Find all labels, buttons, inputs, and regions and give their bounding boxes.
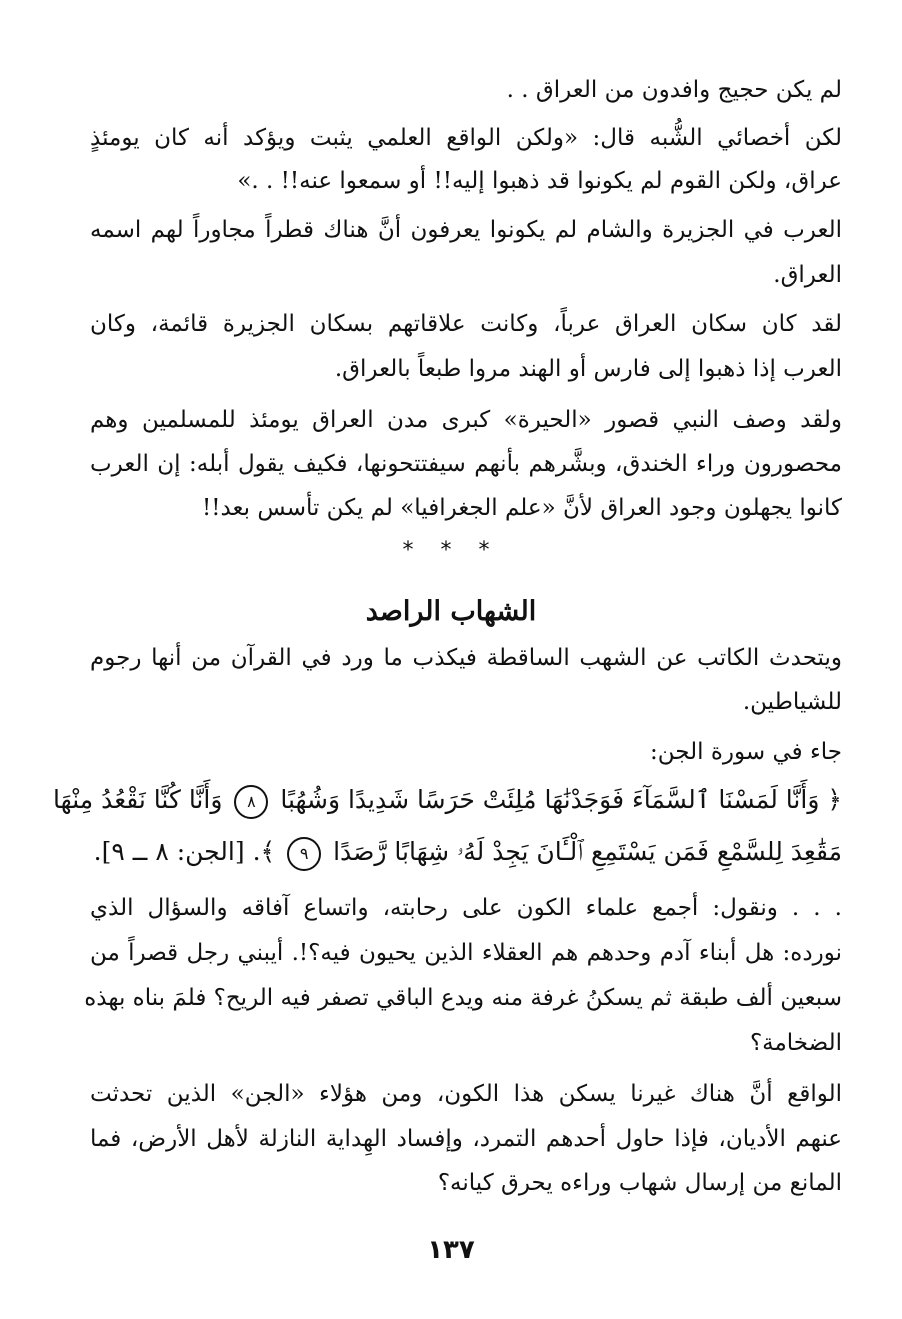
section-separator: * * * [402,538,500,563]
text-line: نورده: هل أبناء آدم وحدهم هم العقلاء الذين يحيون فيه؟!. أيبني رجل قصراً من [90,940,842,966]
text-line: الواقع أنَّ هناك غيرنا يسكن هذا الكون، ومن هؤلاء «الجن» الذين تحدثت [90,1081,842,1107]
text-line: للشياطين. [742,689,842,715]
text-line: ولقد وصف النبي قصور «الحيرة» كبرى مدن العراق يومئذ للمسلمين وهم [90,407,842,433]
text-line: كانوا يجهلون وجود العراق لأنَّ «علم الجغرافيا» لم يكن تأسس بعد!! [202,495,842,521]
text-line: الضخامة؟ [749,1030,842,1056]
page-number: ١٣٧ [427,1235,475,1265]
quran-reference: ﴾. [الجن: ٨ ــ ٩]. [93,837,276,866]
quran-verse-text: وَأَنَّا كُنَّا نَقْعُدُ مِنْهَا [53,785,223,814]
quran-verse-text: ﴿ وَأَنَّا لَمَسْنَا ٱلسَّمَآءَ فَوَجَدْنَٰهَا مُلِئَتْ حَرَسًا شَدِيدًا وَشُهُبًا [280,785,842,814]
ayah-number-mark: ٩ [287,837,321,871]
text-line: لقد كان سكان العراق عرباً، وكانت علاقاتهم بسكان الجزيرة قائمة، وكان [90,311,842,337]
text-line: ويتحدث الكاتب عن الشهب الساقطة فيكذب ما ورد في القرآن من أنها رجوم [90,645,842,671]
quran-verse-text: مَقَٰعِدَ لِلسَّمْعِ فَمَن يَسْتَمِعِ ٱلْـَٔانَ يَجِدْ لَهُۥ شِهَابًا رَّصَدًا [333,837,842,866]
text-line: سبعين ألف طبقة ثم يسكنُ غرفة منه ويدع الباقي تصفر فيه الريح؟ فلمَ بناه بهذه [84,985,842,1011]
text-line: لم يكن حجيج وافدون من العراق . . [506,77,842,103]
text-line: جاء في سورة الجن: [650,739,842,765]
text-line: المانع من إرسال شهاب وراءه يحرق كيانه؟ [437,1170,842,1196]
quran-verse-line [53,778,842,822]
text-line: لكن أخصائي الشُّبه قال: «ولكن الواقع العلمي يثبت ويؤكد أنه كان يومئذٍ [90,125,842,151]
text-line: العرب إذا ذهبوا إلى فارس أو الهند مروا طبعاً بالعراق. [334,356,842,382]
text-line: محصورون وراء الخندق، وبشَّرهم بأنهم سيفتتحونها، فكيف يقول أبله: إن العرب [90,451,842,477]
text-line: عنهم الأديان، فإذا حاول أحدهم التمرد، وإفساد الهِداية النازلة لأهل الأرض، فما [90,1126,842,1152]
section-title: الشهاب الراصد [365,596,537,627]
ayah-number-mark: ٨ [234,785,268,819]
text-line: العرب في الجزيرة والشام لم يكونوا يعرفون أنَّ هناك قطراً مجاوراً لهم اسمه [90,217,842,243]
text-line: عراق، ولكن القوم لم يكونوا قد ذهبوا إليه!! أو سمعوا عنه!! . .» [237,168,842,194]
quran-verse-line [80,830,842,874]
text-line: العراق. [773,262,842,288]
text-line: . . . ونقول: أجمع علماء الكون على رحابته، واتساع آفاقه والسؤال الذي [90,895,842,921]
